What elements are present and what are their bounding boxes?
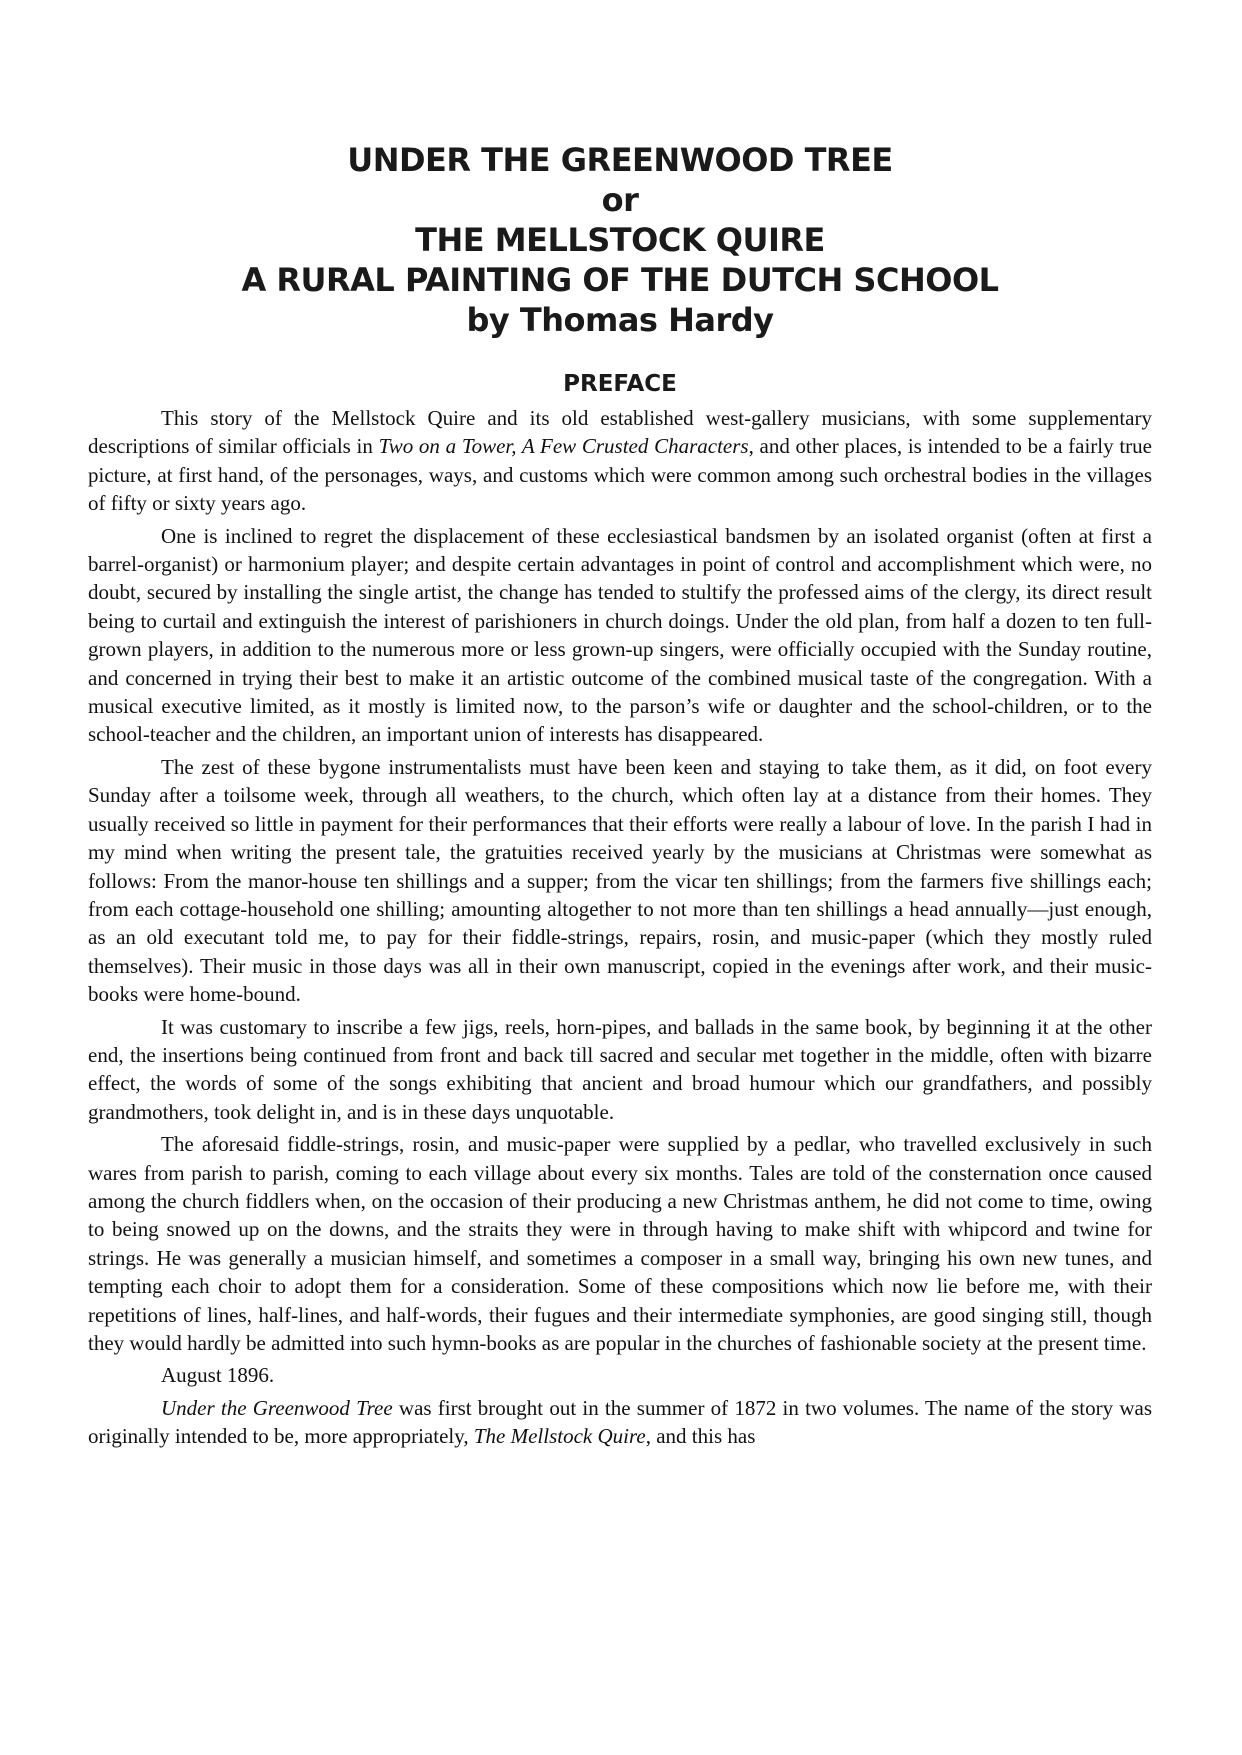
paragraph-5: The aforesaid fiddle-strings, rosin, and music-paper were supplied by a pedlar, who travelled exclusively in such wares from parish to parish, coming to each village about every six months. Tales are told of the consternation once caused among the church fiddlers when, on the occasion of their producing a new Christmas anthem, he did not come to time, owing to being snowed up on the downs, and the straits they were in through having to make shift with whipcord and twine for strings. He was generally a musician himself, and sometimes a composer in a small way, bringing his own new tunes, and tempting each choir to adopt them for a consideration. Some of these compositions which now lie before me, with their repetitions of lines, half-lines, and half-words, their fugues and their intermediate symphonies, are good singing still, though they would hardly be admitted into such hymn-books as are popular in the churches of fashionable society at the present time. [88,1132,1152,1355]
title-block [88,140,1152,398]
alt-title: THE MELLSTOCK QUIRE [415,221,825,259]
preface-date: August 1896. [161,1363,275,1388]
book-title: UNDER THE GREENWOOD TREE [347,141,893,179]
author-line: by Thomas Hardy [466,301,774,339]
paragraph-4: It was customary to inscribe a few jigs, reels, horn-pipes, and ballads in the same book, by beginning it at the other end, the insertions being continued from front and back till sacred and secular met together in the middle, often with bizarre effect, the words of some of the songs exhibiting that ancient and broad humour which our grandfathers, and possibly grandmothers, took delight in, and is in these days unquotable. [88,1014,1152,1124]
preface-heading: PREFACE [563,371,677,397]
paragraph-1: This story of the Mellstock Quire and its old established west-gallery musicians, with some supplementary descriptions of similar officials in Two on a Tower, A Few Crusted Characters, and other places, is intended to be a fairly true picture, at first hand, of the personages, ways, and customs which were common among such orchestral bodies in the villages of fifty or sixty years ago. [88,406,1152,516]
title-or: or [601,181,639,219]
paragraph-2: One is inclined to regret the displacement of these ecclesiastical bandsmen by an isolated organist (often at first a barrel-organist) or harmonium player; and despite certain advantages in point of control and accomplishment which were, no doubt, secured by installing the single artist, the change has tended to stultify the professed aims of the clergy, its direct result being to curtail and extinguish the interest of parishioners in church doings. Under the old plan, from half a dozen to ten full-grown players, in addition to the numerous more or less grown-up singers, were officially occupied with the Sunday routine, and concerned in trying their best to make it an artistic outcome of the combined musical taste of the congregation. With a musical executive limited, as it mostly is limited now, to the parson’s wife or daughter and the school-children, or to the school-teacher and the children, an important union of interests has disappeared. [88,523,1152,747]
paragraph-6: Under the Greenwood Tree was first brought out in the summer of 1872 in two volumes. The name of the story was originally intended to be, more appropriately, The Mellstock Quire, and this has [88,1395,1152,1449]
subtitle: A RURAL PAINTING OF THE DUTCH SCHOOL [241,261,999,299]
paragraph-3: The zest of these bygone instrumentalists must have been keen and staying to take them, as it did, on foot every Sunday after a toilsome week, through all weathers, to the church, which often lay at a distance from their homes. They usually received so little in payment for their performances that their efforts were really a labour of love. In the parish I had in my mind when writing the present tale, the gratuities received yearly by the musicians at Christmas were somewhat as follows: From the manor-house ten shillings and a supper; from the vicar ten shillings; from the farmers five shillings each; from each cottage-household one shilling; amounting altogether to not more than ten shillings a head annually—just enough, as an old executant told me, to pay for their fiddle-strings, repairs, rosin, and music-paper (which they mostly ruled themselves). Their music in those days was all in their own manuscript, copied in the evenings after work, and their music-books were home-bound. [88,754,1152,1007]
preface-body [88,404,1152,1451]
